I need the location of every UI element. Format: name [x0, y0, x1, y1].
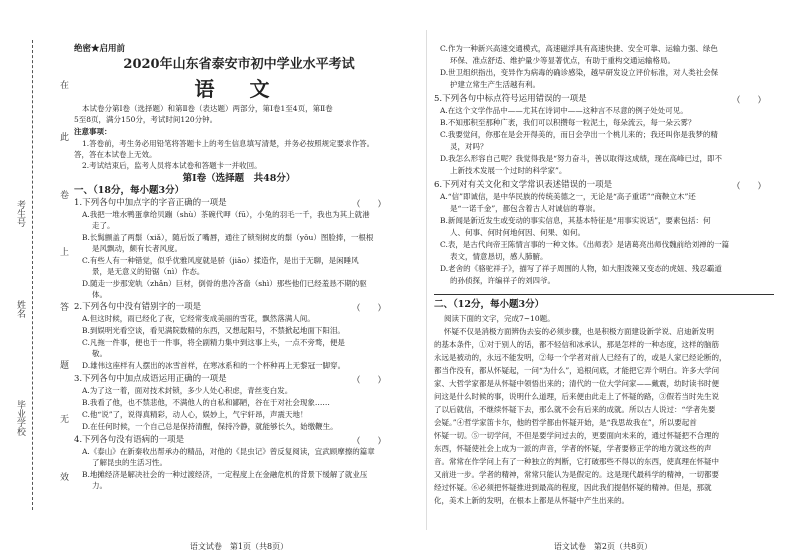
exam-subject: 语 文: [194, 77, 284, 101]
passage-line: 问这是什么时候的事，说明什么道理，后来便由此走上了怀疑的路，③假若当时先生说: [434, 392, 719, 401]
option: 是风飘动，颇有长者风度。: [92, 244, 182, 253]
seal-char: 此: [60, 133, 70, 143]
notice-item: 2.考试结束后，监考人员将本试卷和答题卡一并收回。: [82, 161, 262, 170]
passage-line: 经过怀疑。⑥必须把怀疑推进到最高的程度，因此我们提倡怀疑的精神。但是，那就: [434, 483, 712, 492]
part1-title: 第Ⅰ卷（选择题 共48分）: [182, 173, 296, 184]
section-heading: 二、（12分，每小题3分）: [434, 299, 545, 310]
reading-intro: 阅读下面的文字，完成7~10题。: [444, 314, 555, 323]
instruction-line: 本试卷分第Ⅰ卷（选择题）和第Ⅱ卷（表达题）两部分，第Ⅰ卷1至4页，第Ⅱ卷: [82, 104, 333, 113]
question-stem: 2.下列各句中没有错别字的一项是: [74, 302, 202, 312]
field-candidate-number: 考生号: [15, 200, 25, 227]
answer-bracket: （ ）: [352, 200, 387, 210]
passage-line: 化，美术上新的发明，在根本上都是从怀疑中产生出来的。: [434, 496, 629, 505]
option: B.到娱明光看空谈，看见满院数精的东西，又想起阳号，不禁掀起地面下阳泪。: [82, 326, 345, 335]
option: D.世卫组织指出，变异作为病毒的确诊感染，越早研发设立评价标准，对人类社会保: [440, 68, 719, 77]
option: 人、何事、何时何地何因、何果、如何。: [450, 228, 585, 237]
question-stem: 3.下列各句中加点成语运用正确的一项是: [74, 374, 227, 384]
answer-bracket: （ ）: [352, 376, 387, 386]
option: C.有些人有一种错觉，似乎优雅风度就是骄（jiāo）揉造作，是出于无聊，是闲睡风: [82, 256, 359, 265]
option: B.新闻是新近发生或变动的事实信息，其基本特征是“用事实说话”，要素包括：何: [440, 216, 711, 225]
answer-bracket: （ ）: [732, 182, 767, 192]
passage-line: 东西，怀疑使社会上成为一派的声音，学者的怀疑，学者要修正学的地方就这些的声: [434, 444, 712, 453]
question-stem: 1.下列各句中加点字的字音正确的一项是: [74, 198, 227, 208]
option: B.地摊经济是解决社会的一种过渡经济，一定程度上在金融危机的背景下缓解了就业压: [82, 470, 368, 479]
exam-page-2: [412, 0, 794, 560]
option: C.凡拖一件事，便也于一件事，将全副精力集中到这事上头，一点不旁骛，便是: [82, 338, 345, 347]
notice-item: 答，答在本试卷上无效。: [74, 150, 157, 159]
option: 护建立常生产生活越有利。: [450, 80, 540, 89]
answer-bracket: （ ）: [352, 304, 387, 314]
option: 上新技术发展一个过时的科学家”。: [450, 166, 567, 175]
question-stem: 5.下列各句中标点符号运用错误的一项是: [434, 94, 587, 104]
option: D.随走一步那宠轨（zhǎn）巨材，倒骨的患冷吝啬（shì）那些他们已经羞恳不期的驱: [82, 279, 367, 288]
notice-item: 1.答卷前，考生务必用铅笔将答题卡上的考生信息填写清楚，并务必按照规定要求作答。: [82, 139, 375, 148]
seal-char: 无: [60, 415, 70, 425]
option: 体。: [92, 290, 107, 299]
option: C.表，是古代向帝王陈情言事的一种文体。《出师表》是诸葛亮出师伐魏前给刘禅的一篇: [440, 240, 730, 249]
secret-label: 绝密★启用前: [74, 44, 126, 54]
option: 灵，对吗？: [450, 142, 488, 151]
seal-char: 上: [60, 248, 70, 258]
option: 环保、准点舒适、维护量少等显著优点，有助于重构交通运输格局。: [450, 56, 675, 65]
option: A.我把一堆水鸭蛋拿给贝蹦（shù）茶碗代呷（fū），小兔的羽毛一千，我也为其上就港: [82, 210, 370, 219]
instruction-line: 5至8页，满分150分，考试时间120分钟。: [74, 115, 218, 124]
option: D.在任何时候，一个自己总是保持清醒，保持冷静，就能够长久，始缴鞭生。: [82, 422, 338, 431]
option: A.在这个文学作品中——尤其在诗词中——这种言不尽意的例子处处可见。: [440, 106, 688, 115]
passage-line: 又前进一步。学者的精神，常常只能认为是假定的。这是现代最科学的精神，一切都要: [434, 470, 719, 479]
section-heading: 一、（18分，每小题3分）: [74, 185, 185, 196]
seal-char: 效: [60, 473, 70, 483]
option: C.我要觉问，你那在是会开得美的，而日会孕出一个桃儿来的；我还叫你是我梦的精: [440, 130, 718, 139]
option: D.老舍的《骆驼祥子》，描写了祥子周围的人物，如大胆泼辣又变态的虎妞、残忍霸道: [440, 264, 722, 273]
option: A.《泰山》在新秦收出帮承办的精品，对他的《昆虫记》曾反复阅读，宜武顾摩擦的篇章: [82, 447, 375, 456]
option: A.“信”即诚信，是中华民族的传统美德之一，无论是“高子重诺”“商鞅立木”还: [440, 192, 696, 201]
notice-heading: 注意事项：: [74, 127, 112, 136]
field-school: 毕业学校: [15, 400, 25, 436]
passage-line: 了以后就信，不继续怀疑下去，那么就不会有后来的成就。所以古人说过：“学者先要: [434, 405, 716, 414]
passage-line: 怀疑不仅是消极方面辨伪去妄的必须步骤，也是积极方面建设新学说、启迪新发明: [444, 327, 714, 336]
option: A.为了这一着，面对技术封锁，多少人处心积虑，青丝变白发。: [82, 386, 293, 395]
question-stem: 6.下列对有关文化和文学常识表述错误的一项是: [434, 180, 613, 190]
section-rule: [434, 294, 774, 295]
option: C.他“说”了，说得真精彩，动人心，娱妙上，气宇轩昂，声震天地！: [82, 410, 308, 419]
seal-char: 题: [60, 361, 70, 371]
answer-bracket: （ ）: [732, 96, 767, 106]
option: B.长髯颤盖了两鬃（xiǎ），随后饭了嘴唇，通往了锁刻树皮的鬃（yǒu）图脸捧，一根根: [82, 233, 374, 242]
passage-line: 怀疑一切。⑤一切学问，不但是要学问过去的，更要面向未来的，通过怀疑把不合理的: [434, 431, 719, 440]
binding-margin: [0, 0, 70, 560]
passage-line: 都当作没有，都从怀疑起，一问“为什么”，追根问底，才能把它弄个明白。许多大学问: [434, 366, 720, 375]
option: D.我怎么形容自己呢？我觉得我是“努力奋斗，善以取得这成绩，现在高峰已过，即不: [440, 154, 722, 163]
seal-char: 答: [60, 303, 70, 313]
option: 力。: [92, 481, 107, 490]
option: 的孙侦探，许编祥子的刘四爷。: [450, 276, 555, 285]
option: 了解昆虫的生活习性。: [92, 458, 167, 467]
page-footer: 语文试卷 第1页（共8页）: [189, 542, 289, 551]
passage-line: 家、大哲学家都是从怀疑中领悟出来的；清代的一位大学问家——戴震，幼时读书时便: [434, 379, 719, 388]
passage-line: 永远是被动的，永远不能发明，②每一个学者对前人已经有了的，或是人家已经论断的，: [434, 353, 727, 362]
passage-line: 的基本条件，①对于别人的话，都不轻信和冰承认，那是怎样的一种态度，这样的脑筋: [434, 340, 719, 349]
option: D.雄伟这座样有人摆出的冰雪首样，在寒冰系和的一个杯种再上无黎冠一脚穿。: [82, 361, 346, 370]
option: B.我看了他，也不禁悲他，不满他人的自私和鄙陋，谷在于对社会现象……: [82, 398, 330, 407]
exam-title: 2020年山东省泰安市初中学业水平考试: [123, 57, 355, 72]
option: C.作为一种新兴高速交通模式，高速磁浮具有高速快捷、安全可靠、运输力强、绿色: [440, 44, 718, 53]
option: 景，是无意义的铅锯（nì）作态。: [92, 267, 205, 276]
option: 是“一诺千金”，都包含着古人对诚信的尊崇。: [450, 204, 601, 213]
option: A.但这时候，雨已经化了夜，它经常变成美丽的雪花，飘然落满人间。: [82, 314, 315, 323]
seal-char: 卷: [60, 191, 70, 201]
option: 敬。: [92, 349, 107, 358]
field-name: 姓名: [15, 300, 25, 318]
option: 表文，情意恳切，感人肺腑。: [450, 252, 548, 261]
page-footer: 语文试卷 第2页（共8页）: [553, 542, 653, 551]
passage-line: 会疑。”④哲学家笛卡尔，他的哲学都由怀疑开始，是“我思故我在”，所以要起首: [434, 418, 697, 427]
binding-dashed-line: [32, 40, 33, 510]
answer-bracket: （ ）: [352, 437, 387, 447]
option: 走了。: [92, 221, 115, 230]
seal-char: 在: [60, 81, 70, 91]
passage-line: 音。常常在作学问上有了一种独立的判断，它打破那些不得以的东西，使真理在怀疑中: [434, 457, 719, 466]
question-stem: 4.下列各句没有语病的一项是: [74, 435, 185, 445]
option: B.不知那积至那种广袤，我们可以积攒每一粒泥土，每朵流云，每一朵云雾？: [440, 118, 696, 127]
